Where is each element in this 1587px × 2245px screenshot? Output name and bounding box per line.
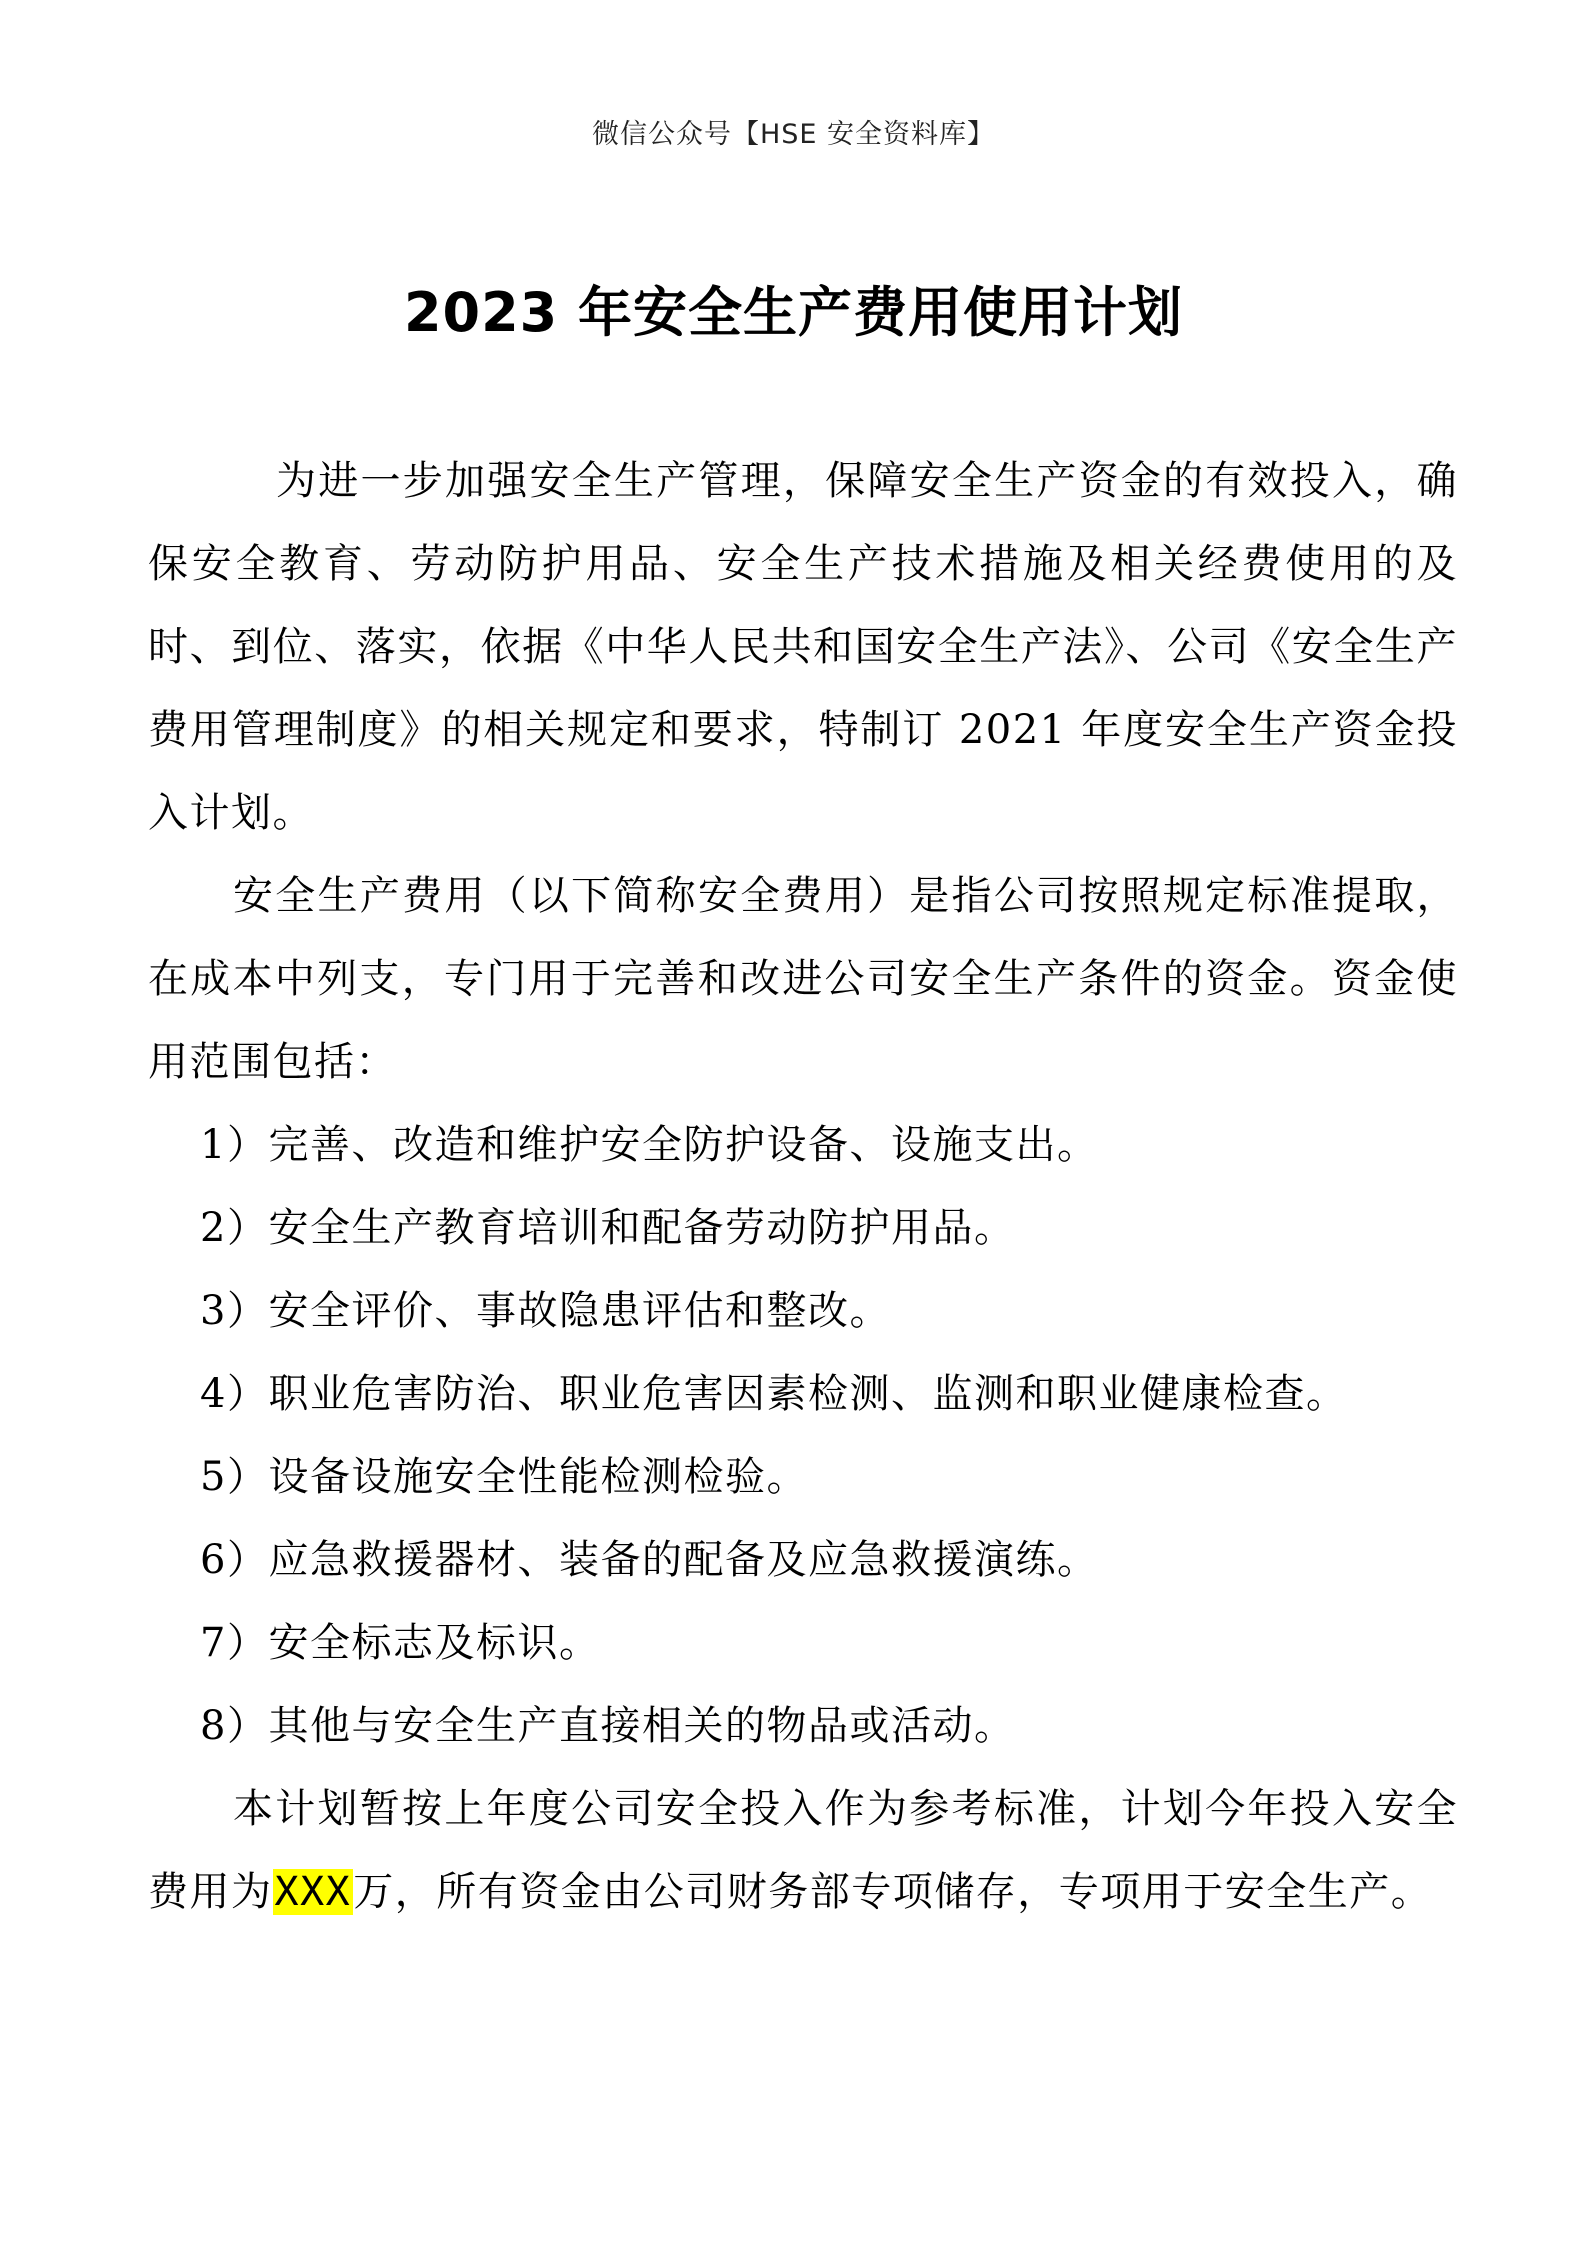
list-item	[148, 1602, 1458, 1685]
list-item-text: 安全标志及标识。	[268, 1620, 601, 1666]
list-item-text: 设备设施安全性能检测检验。	[268, 1454, 808, 1500]
list-item	[148, 1685, 1458, 1768]
list-item-number: 7）	[200, 1620, 269, 1666]
list-item-text: 应急救援器材、装备的配备及应急救援演练。	[268, 1537, 1099, 1583]
list-item	[148, 1270, 1458, 1353]
list-item	[148, 1519, 1458, 1602]
page-header: 微信公众号【HSE 安全资料库】	[591, 119, 996, 150]
list-item	[148, 1187, 1458, 1270]
paragraph-intro: 为进一步加强安全生产管理，保障安全生产资金的有效投入，确保安全教育、劳动防护用品、安全生产技术措施及相关经费使用的及时、到位、落实，依据《中华人民共和国安全生产法》、公司《安全生产费用管理制度》的相关规定和要求，特制订 2021 年度安全生产资金投入计划。	[148, 458, 1458, 836]
budget-text-after: 万，所有资金由公司财务部专项储存，专项用于安全生产。	[353, 1869, 1433, 1915]
budget-text-before: 本计划暂按上年度公司安全投入作为参考标准，计划今年投入安全费用为	[148, 1786, 1458, 1915]
document-body	[148, 440, 1458, 1934]
list-item-text: 职业危害防治、职业危害因素检测、监测和职业健康检查。	[268, 1371, 1348, 1417]
list-item	[148, 1436, 1458, 1519]
list-item-number: 5）	[200, 1454, 269, 1500]
list-item-text: 安全评价、事故隐患评估和整改。	[268, 1288, 891, 1334]
list-item-number: 1）	[200, 1122, 269, 1168]
list-item-number: 8）	[200, 1703, 269, 1749]
list-item-text: 安全生产教育培训和配备劳动防护用品。	[268, 1205, 1016, 1251]
list-item-number: 2）	[200, 1205, 269, 1251]
list-item	[148, 1353, 1458, 1436]
budget-amount-highlight: XXX	[274, 1869, 352, 1915]
paragraph-definition: 安全生产费用（以下简称安全费用）是指公司按照规定标准提取，在成本中列支，专门用于完善和改进公司安全生产条件的资金。资金使用范围包括：	[148, 873, 1458, 1085]
usage-list	[148, 1104, 1458, 1768]
paragraph-budget	[148, 1768, 1458, 1934]
list-item-number: 4）	[200, 1371, 269, 1417]
list-item-number: 6）	[200, 1537, 269, 1583]
list-item-text: 其他与安全生产直接相关的物品或活动。	[268, 1703, 1016, 1749]
list-item-text: 完善、改造和维护安全防护设备、设施支出。	[268, 1122, 1099, 1168]
list-item-number: 3）	[200, 1288, 269, 1334]
document-title: 2023 年安全生产费用使用计划	[403, 281, 1184, 344]
list-item	[148, 1104, 1458, 1187]
